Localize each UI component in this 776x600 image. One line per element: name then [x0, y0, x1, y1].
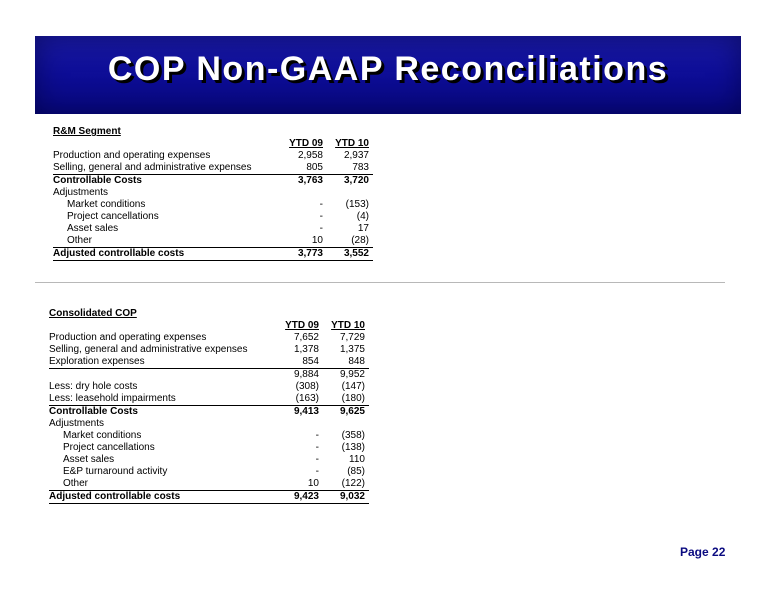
row-label: Asset sales	[63, 454, 115, 465]
value-ytd10: (180)	[323, 393, 369, 406]
column-header: YTD 09	[285, 320, 319, 331]
row-label: Asset sales	[67, 223, 119, 234]
value-ytd10: 3,720	[343, 175, 369, 186]
row-label: Market conditions	[63, 430, 142, 441]
table-row	[53, 199, 373, 211]
value-ytd10: 17	[357, 223, 369, 234]
row-label: Adjusted controllable costs	[53, 248, 279, 261]
value-ytd09: -	[315, 430, 319, 441]
value-ytd10: 9,625	[339, 406, 365, 417]
rm-segment-table	[53, 126, 373, 261]
column-header: YTD 10	[331, 320, 365, 331]
row-label: Adjustments	[49, 418, 105, 429]
value-ytd10: (358)	[341, 430, 365, 441]
consolidated-cop-table	[49, 308, 369, 504]
table-row	[49, 442, 369, 454]
table-row	[53, 126, 373, 138]
table-row	[53, 187, 373, 199]
table-row	[53, 175, 373, 188]
value-ytd09: -	[315, 454, 319, 465]
row-label: Production and operating expenses	[53, 150, 211, 161]
value-ytd09: -	[315, 442, 319, 453]
value-ytd09: (308)	[295, 381, 319, 392]
section-title: R&M Segment	[53, 126, 121, 137]
row-label: Exploration expenses	[49, 356, 275, 369]
table-row	[49, 478, 369, 491]
table-row	[49, 466, 369, 478]
row-label: Adjusted controllable costs	[49, 491, 275, 504]
value-ytd10: 3,552	[327, 248, 373, 261]
value-ytd09: 2,958	[297, 150, 323, 161]
row-label: Project cancellations	[67, 211, 159, 222]
value-ytd10: 9,032	[323, 491, 369, 504]
table-row	[53, 150, 373, 162]
value-ytd09: 805	[279, 162, 327, 175]
row-label: Controllable Costs	[53, 175, 142, 186]
row-label: Market conditions	[67, 199, 146, 210]
table-row	[49, 406, 369, 419]
value-ytd10: 7,729	[339, 332, 365, 343]
value-ytd09: -	[319, 199, 323, 210]
value-ytd09: 7,652	[293, 332, 319, 343]
value-ytd09: 1,378	[293, 344, 319, 355]
row-label: Selling, general and administrative expenses	[49, 344, 248, 355]
header-row	[53, 138, 373, 150]
value-ytd10: (138)	[341, 442, 365, 453]
value-ytd09: -	[319, 211, 323, 222]
value-ytd10: (147)	[341, 381, 365, 392]
table-row	[49, 393, 369, 406]
row-label: Adjustments	[53, 187, 109, 198]
table-row	[53, 223, 373, 235]
value-ytd09: -	[315, 466, 319, 477]
table-row	[53, 162, 373, 175]
row-label: Selling, general and administrative expenses	[53, 162, 279, 175]
value-ytd10: (28)	[327, 235, 373, 248]
row-label: Other	[53, 235, 279, 248]
table-row	[49, 491, 369, 504]
value-ytd10: (153)	[345, 199, 369, 210]
table-row	[49, 430, 369, 442]
value-ytd10: 2,937	[343, 150, 369, 161]
table-row	[49, 381, 369, 393]
table-row	[49, 369, 369, 382]
value-ytd09: -	[319, 223, 323, 234]
value-ytd09: 9,423	[275, 491, 323, 504]
row-label	[49, 369, 275, 382]
table-row	[53, 235, 373, 248]
row-label: Other	[49, 478, 275, 491]
row-label: Less: leasehold impairments	[49, 393, 275, 406]
table-row	[53, 248, 373, 261]
value-ytd10: (4)	[356, 211, 369, 222]
value-ytd10: 848	[323, 356, 369, 369]
value-ytd10: (122)	[323, 478, 369, 491]
row-label: Less: dry hole costs	[49, 381, 138, 392]
value-ytd09: 3,773	[279, 248, 327, 261]
column-header: YTD 09	[289, 138, 323, 149]
value-ytd09: 3,763	[297, 175, 323, 186]
value-ytd10: 9,952	[339, 369, 365, 380]
table-row	[49, 356, 369, 369]
value-ytd09: (163)	[275, 393, 323, 406]
slide-title: COP Non-GAAP Reconciliations	[107, 50, 669, 88]
value-ytd09: 854	[275, 356, 323, 369]
column-header: YTD 10	[335, 138, 369, 149]
row-label: E&P turnaround activity	[63, 466, 168, 477]
table-row	[49, 308, 369, 320]
table-row	[49, 418, 369, 430]
table-row	[49, 344, 369, 356]
row-label: Project cancellations	[63, 442, 155, 453]
section-divider	[35, 282, 725, 283]
section-title: Consolidated COP	[49, 308, 137, 319]
value-ytd09: 10	[279, 235, 327, 248]
page-number: Page 22	[680, 545, 726, 559]
value-ytd10: 1,375	[339, 344, 365, 355]
table-row	[49, 454, 369, 466]
value-ytd10: (85)	[347, 466, 365, 477]
value-ytd09: 9,884	[293, 369, 319, 380]
table-row	[53, 211, 373, 223]
value-ytd09: 9,413	[293, 406, 319, 417]
header-row	[49, 320, 369, 332]
table-row	[49, 332, 369, 344]
value-ytd10: 110	[349, 454, 365, 465]
title-banner	[35, 36, 741, 114]
row-label: Controllable Costs	[49, 406, 138, 417]
value-ytd09: 10	[275, 478, 323, 491]
row-label: Production and operating expenses	[49, 332, 207, 343]
value-ytd10: 783	[327, 162, 373, 175]
